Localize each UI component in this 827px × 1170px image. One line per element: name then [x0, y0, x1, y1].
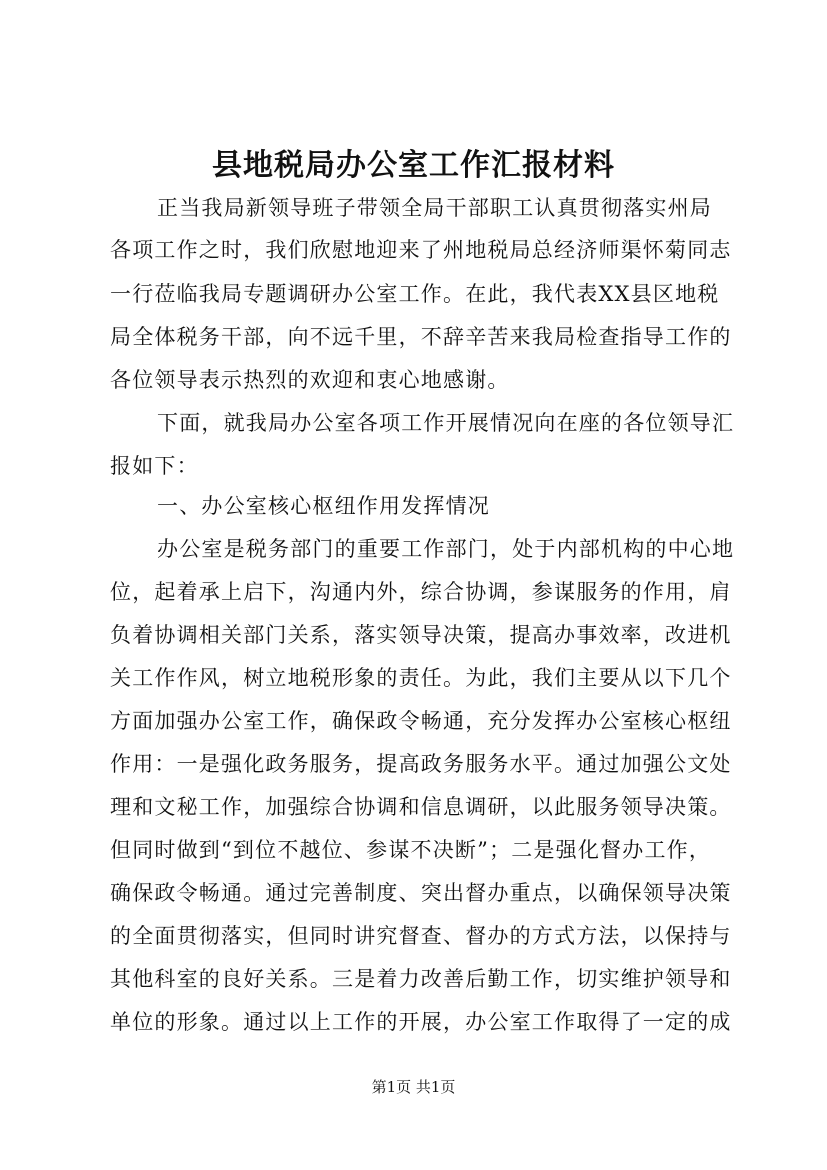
body-line: 各位领导表示热烈的欢迎和衷心地感谢。: [110, 368, 510, 392]
body-line: 局全体税务干部，向不远千里，不辞辛苦来我局检查指导工作的: [110, 325, 732, 349]
body-line: 的全面贯彻落实，但同时讲究督查、督办的方式方法，以保持与: [110, 924, 732, 948]
body-line: 办公室是税务部门的重要工作部门，处于内部机构的中心地: [157, 537, 735, 561]
body-line: 报如下：: [110, 454, 199, 478]
body-line: 正当我局新领导班子带领全局干部职工认真贯彻落实州局: [157, 196, 712, 220]
body-line: 负着协调相关部门关系，落实领导决策，提高办事效率，改进机: [110, 623, 732, 647]
body-line: 其他科室的良好关系。三是着力改善后勤工作，切实维护领导和: [110, 967, 732, 991]
document-title: 县地税局办公室工作汇报材料: [212, 148, 615, 183]
body-line: 理和文秘工作，加强综合协调和信息调研，以此服务领导决策。: [110, 795, 732, 819]
body-line: 单位的形象。通过以上工作的开展，办公室工作取得了一定的成: [110, 1010, 732, 1034]
body-line: 但同时做到“到位不越位、参谋不决断”；二是强化督办工作，: [110, 838, 712, 862]
body-line: 关工作作风，树立地税形象的责任。为此，我们主要从以下几个: [110, 666, 732, 690]
body-line: 各项工作之时，我们欣慰地迎来了州地税局总经济师渠怀菊同志: [110, 238, 732, 262]
body-line: 方面加强办公室工作，确保政令畅通，充分发挥办公室核心枢纽: [110, 709, 732, 733]
body-line: 下面，就我局办公室各项工作开展情况向在座的各位领导汇: [157, 411, 735, 435]
body-line: 确保政令畅通。通过完善制度、突出督办重点，以确保领导决策: [110, 881, 732, 905]
section-heading: 一、办公室核心枢纽作用发挥情况: [157, 494, 490, 518]
body-line: 作用：一是强化政务服务，提高政务服务水平。通过加强公文处: [110, 752, 732, 776]
body-line: 位，起着承上启下，沟通内外，综合协调，参谋服务的作用，肩: [110, 580, 732, 604]
page-number-footer: 第1页 共1页: [371, 1078, 456, 1096]
body-line: 一行莅临我局专题调研办公室工作。在此，我代表XX县区地税: [110, 282, 720, 306]
